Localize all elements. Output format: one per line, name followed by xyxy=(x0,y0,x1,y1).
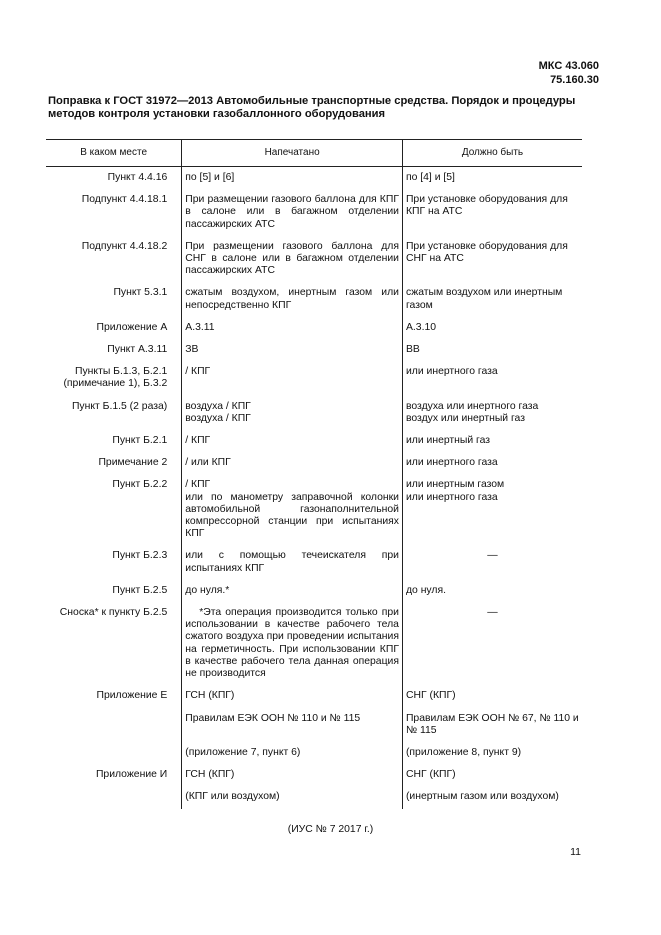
cell-printed: *Эта операция производится только при использовании в качестве рабочего тела сжатого воздуха при проведении испытания на герметичность. При использовании КПГ в качестве рабочего тела данная операция не производится xyxy=(182,602,403,685)
cell-printed: / КПГ xyxy=(182,430,403,452)
cell-printed: ГСН (КПГ) xyxy=(182,764,403,786)
cell-should xyxy=(402,396,582,430)
cell-line: или по манометру заправочной колонки автомобильной газонаполнительной компрессорной станции при испытаниях КПГ xyxy=(185,491,399,540)
cell-line: воздуха / КПГ xyxy=(185,400,251,412)
cell-printed: (приложение 7, пункт 6) xyxy=(182,742,403,764)
table-row xyxy=(46,786,582,808)
cell-printed: / или КПГ xyxy=(182,452,403,474)
mks-code-secondary: 75.160.30 xyxy=(550,74,599,86)
cell-place: Пункт 4.4.16 xyxy=(107,172,168,183)
cell-printed: до нуля.* xyxy=(182,580,403,602)
table-row xyxy=(46,602,582,685)
cell-printed: Правилам ЕЭК ООН № 110 и № 115 xyxy=(182,708,403,742)
table-header-row xyxy=(46,140,582,167)
cell-place: Приложение И xyxy=(95,769,168,781)
cell-line: воздух или инертный газ xyxy=(405,412,525,424)
cell-line: / КПГ xyxy=(185,479,211,491)
cell-place xyxy=(46,786,182,808)
cell-place: Примечание 2 xyxy=(98,457,168,469)
cell-should: сжатым воздухом или инертным газом xyxy=(402,282,582,316)
cell-should: А.3.10 xyxy=(402,317,582,339)
column-header-printed: Напечатано xyxy=(182,140,403,167)
cell-place: Пункт Б.2.5 xyxy=(112,584,168,596)
cell-printed xyxy=(182,474,403,545)
table-row xyxy=(46,580,582,602)
cell-should: Правилам ЕЭК ООН № 67, № 110 и № 115 xyxy=(402,708,582,742)
cell-printed: ЗВ xyxy=(182,339,403,361)
cell-place: Подпункт 4.4.18.2 xyxy=(81,240,168,252)
column-header-place: В каком месте xyxy=(46,140,182,167)
cell-line: или инертного газа xyxy=(405,491,498,503)
cell-printed: При размещении газового баллона для СНГ в салоне или в багажном отделении пассажирских АТС xyxy=(182,236,403,283)
cell-place: Пункты Б.1.3, Б.2.1 (примечание 1), Б.3.2 xyxy=(63,366,168,390)
cell-should: (инертным газом или воздухом) xyxy=(402,786,582,808)
column-header-should: Должно быть xyxy=(402,140,582,167)
cell-printed: сжатым воздухом, инертным газом или непосредственно КПГ xyxy=(182,282,403,316)
cell-place: Пункт 5.3.1 xyxy=(113,287,168,299)
cell-should: (приложение 8, пункт 9) xyxy=(402,742,582,764)
cell-should: до нуля. xyxy=(402,580,582,602)
cell-should: СНГ (КПГ) xyxy=(402,764,582,786)
table-row xyxy=(46,764,582,786)
cell-should: по [4] и [5] xyxy=(402,167,582,190)
cell-place: Пункт Б.2.1 xyxy=(112,435,168,447)
cell-should: — xyxy=(402,545,582,579)
table-row xyxy=(46,430,582,452)
cell-place: Подпункт 4.4.18.1 xyxy=(81,194,168,206)
table-row xyxy=(46,685,582,707)
cell-printed: При размещении газового баллона для КПГ в салоне или в багажном отделении пассажирских АТС xyxy=(182,189,403,236)
cell-line: воздуха / КПГ xyxy=(185,412,251,424)
cell-place: Пункт А.3.11 xyxy=(107,344,168,356)
cell-should: — xyxy=(402,602,582,685)
corrections-table xyxy=(46,139,582,809)
table-row xyxy=(46,742,582,764)
cell-should xyxy=(402,474,582,545)
cell-place: Пункт Б.1.5 (2 раза) xyxy=(71,400,168,412)
table-row xyxy=(46,545,582,579)
classification-codes xyxy=(539,59,599,87)
cell-place xyxy=(46,742,182,764)
table-row xyxy=(46,474,582,545)
table-row xyxy=(46,708,582,742)
table-row xyxy=(46,236,582,283)
cell-place: Сноска* к пункту Б.2.5 xyxy=(59,607,168,619)
table-row xyxy=(46,396,582,430)
cell-should: ВВ xyxy=(402,339,582,361)
cell-printed: по [5] и [6] xyxy=(182,167,403,190)
cell-should: или инертного газа xyxy=(402,361,582,395)
table-row xyxy=(46,317,582,339)
table-row xyxy=(46,282,582,316)
cell-should: или инертного газа xyxy=(402,452,582,474)
cell-place: Пункт Б.2.2 xyxy=(112,479,168,491)
table-row xyxy=(46,167,582,190)
document-title: Поправка к ГОСТ 31972—2013 Автомобильные транспортные средства. Порядок и процедуры методов контроля установки газобаллонного оборудования xyxy=(48,95,576,120)
cell-place: Приложение А xyxy=(96,321,168,333)
table-row xyxy=(46,361,582,395)
table-row xyxy=(46,339,582,361)
cell-should: При установке оборудования для КПГ на АТС xyxy=(402,189,582,236)
cell-printed: ГСН (КПГ) xyxy=(182,685,403,707)
cell-place: Приложение Е xyxy=(96,690,168,702)
cell-printed xyxy=(182,396,403,430)
cell-should: При установке оборудования для СНГ на АТС xyxy=(402,236,582,283)
cell-place: Пункт Б.2.3 xyxy=(112,550,168,562)
cell-line: воздуха или инертного газа xyxy=(405,400,539,412)
ius-reference: (ИУС № 7 2017 г.) xyxy=(287,824,374,835)
cell-printed: или с помощью течеискателя при испытаниях КПГ xyxy=(182,545,403,579)
cell-printed: / КПГ xyxy=(182,361,403,395)
cell-place xyxy=(46,708,182,742)
table-row xyxy=(46,189,582,236)
page-number: 11 xyxy=(570,846,581,858)
cell-line: или инертным газом xyxy=(405,479,505,491)
mks-code: МКС 43.060 xyxy=(538,60,599,72)
cell-printed: А.3.11 xyxy=(182,317,403,339)
cell-should: СНГ (КПГ) xyxy=(402,685,582,707)
cell-printed: (КПГ или воздухом) xyxy=(182,786,403,808)
cell-should: или инертный газ xyxy=(402,430,582,452)
table-row xyxy=(46,452,582,474)
